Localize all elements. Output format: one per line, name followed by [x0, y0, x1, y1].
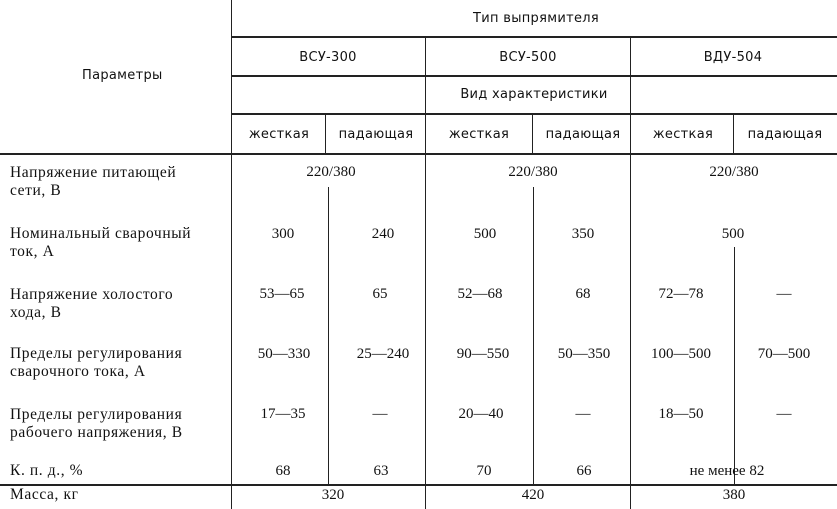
header-model-vdu-504: ВДУ-504	[703, 50, 763, 65]
rule-sub-1	[325, 113, 326, 153]
cell-value: 220/380	[709, 164, 759, 180]
cell-value: 300	[271, 226, 295, 242]
row-label: хода, В	[10, 304, 62, 321]
rule-sub-2	[532, 113, 533, 153]
rule-model-1-2	[425, 36, 426, 509]
cell-value: —	[776, 406, 792, 422]
row-label: сети, В	[10, 182, 62, 199]
cell-value: —	[372, 406, 388, 422]
char-label: падающая	[747, 127, 823, 142]
row-label: К. п. д., %	[10, 462, 84, 479]
row-label: Масса, кг	[10, 486, 79, 503]
cell-value: 500	[721, 226, 745, 242]
cell-value: 220/380	[306, 164, 356, 180]
cell-value: 65	[372, 286, 388, 302]
cell-value: 220/380	[508, 164, 558, 180]
cell-value: 68	[575, 286, 591, 302]
header-parameters: Параметры	[82, 68, 163, 83]
cell-value: 50—330	[257, 346, 311, 362]
row-label: Напряжение питающей	[10, 164, 177, 181]
rule-body-3	[734, 247, 735, 484]
header-model-vsu-300: ВСУ-300	[299, 50, 357, 65]
rule-above-mass	[0, 484, 837, 486]
char-label: падающая	[338, 127, 414, 142]
cell-value: 240	[371, 226, 395, 242]
char-label: жесткая	[248, 127, 310, 142]
rule-under-characteristic-title	[231, 113, 837, 115]
cell-value: 100—500	[651, 346, 711, 362]
row-label: сварочного тока, А	[10, 363, 146, 380]
rule-body-1	[328, 187, 329, 484]
cell-value: 50—350	[557, 346, 611, 362]
cell-value: 17—35	[260, 406, 306, 422]
char-label: жесткая	[652, 127, 714, 142]
char-label: жесткая	[448, 127, 510, 142]
row-label: Пределы регулирования	[10, 406, 183, 423]
header-model-vsu-500: ВСУ-500	[499, 50, 557, 65]
row-label: ток, А	[10, 243, 55, 260]
cell-value: 63	[373, 463, 389, 479]
rule-sub-3	[733, 113, 734, 153]
row-label: рабочего напряжения, В	[10, 424, 183, 441]
cell-value: 25—240	[356, 346, 410, 362]
cell-value: —	[776, 286, 792, 302]
cell-value: 70—500	[757, 346, 811, 362]
rule-under-header	[0, 153, 837, 155]
cell-value: 320	[321, 487, 345, 503]
cell-value: 500	[473, 226, 497, 242]
cell-value: 66	[576, 463, 592, 479]
cell-value: 53—65	[259, 286, 305, 302]
cell-value: 420	[521, 487, 545, 503]
cell-value: 52—68	[457, 286, 503, 302]
row-label: Номинальный сварочный	[10, 225, 192, 242]
cell-value: —	[575, 406, 591, 422]
cell-value: 20—40	[458, 406, 504, 422]
cell-value: не менее 82	[689, 463, 765, 479]
rule-under-models	[231, 75, 837, 77]
header-characteristic-type: Вид характеристики	[460, 87, 608, 102]
rule-params-column	[231, 0, 232, 509]
cell-value: 70	[476, 463, 492, 479]
cell-value: 68	[275, 463, 291, 479]
char-label: падающая	[545, 127, 621, 142]
cell-value: 350	[571, 226, 595, 242]
rule-model-2-3	[630, 36, 631, 509]
cell-value: 18—50	[658, 406, 704, 422]
row-label: Пределы регулирования	[10, 345, 183, 362]
header-rectifier-type: Тип выпрямителя	[473, 11, 599, 26]
cell-value: 72—78	[658, 286, 704, 302]
rule-under-type-title	[231, 36, 837, 38]
cell-value: 90—550	[456, 346, 510, 362]
cell-value: 380	[722, 487, 746, 503]
row-label: Напряжение холостого	[10, 286, 174, 303]
rule-body-2	[533, 187, 534, 484]
